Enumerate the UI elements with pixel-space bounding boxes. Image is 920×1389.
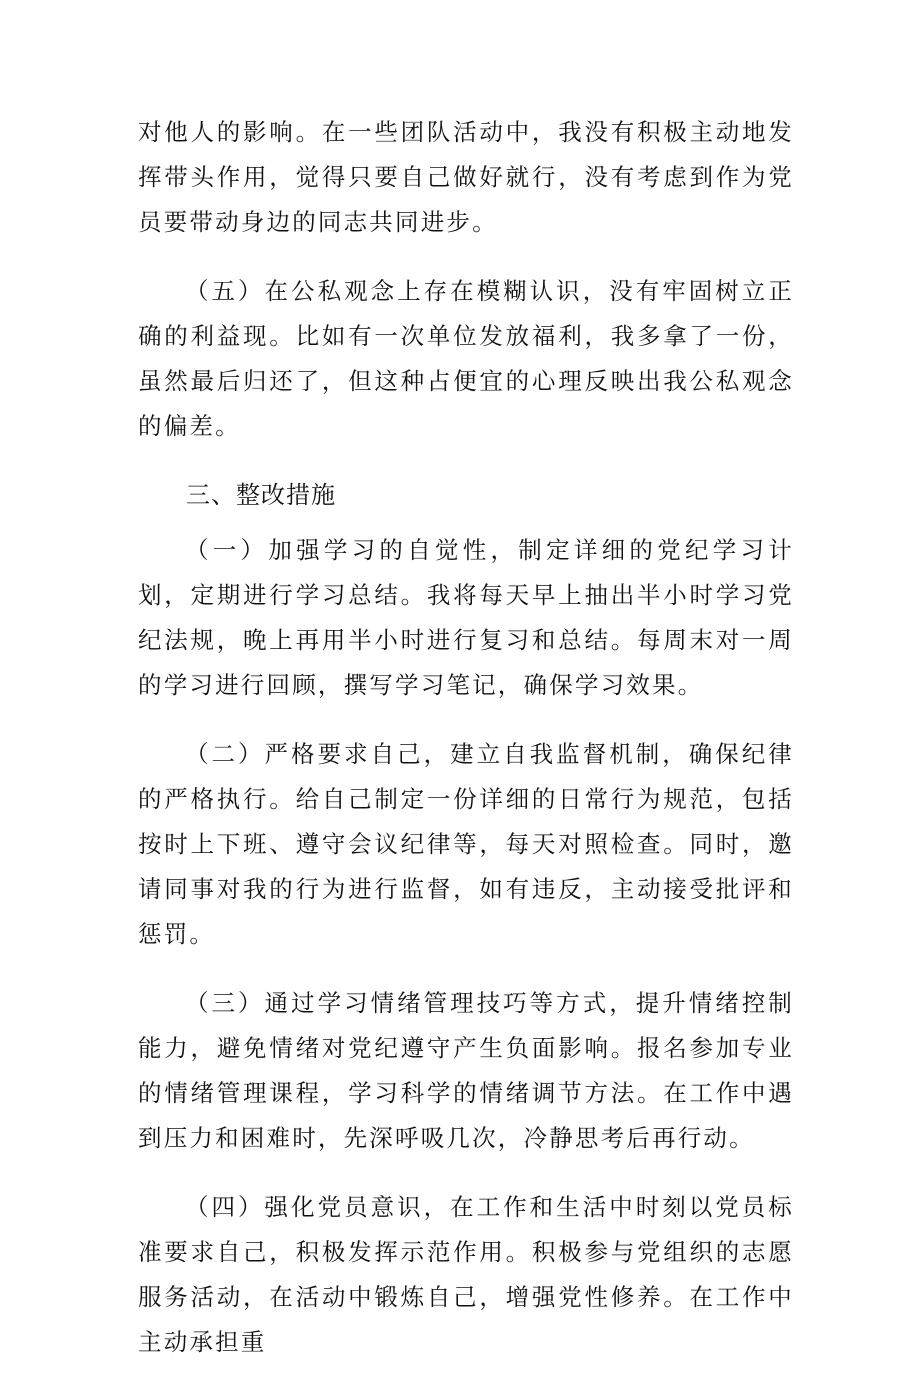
paragraph-measure-1: （一）加强学习的自觉性，制定详细的党纪学习计划，定期进行学习总结。我将每天早上抽出半小时学习党纪法规，晚上再用半小时进行复习和总结。每周末对一周的学习进行回顾，撰写学习笔记，确保学习效果。: [138, 536, 794, 699]
paragraph-measure-2: （二）严格要求自己，建立自我监督机制，确保纪律的严格执行。给自己制定一份详细的日常行为规范，包括按时上下班、遵守会议纪律等，每天对照检查。同时，邀请同事对我的行为进行监督，如有违反，主动接受批评和惩罚。: [138, 740, 794, 948]
paragraph-item-5: （五）在公私观念上存在模糊认识，没有牢固树立正确的利益现。比如有一次单位发放福利，我多拿了一份，虽然最后归还了，但这种占便宜的心理反映出我公私观念的偏差。: [138, 277, 794, 440]
paragraph-continued: 对他人的影响。在一些团队活动中，我没有积极主动地发挥带头作用，觉得只要自己做好就行，没有考虑到作为党员要带动身边的同志共同进步。: [138, 118, 794, 236]
document-body: [138, 110, 794, 1389]
paragraph-measure-4: （四）强化党员意识，在工作和生活中时刻以党员标准要求自己，积极发挥示范作用。积极参与党组织的志愿服务活动，在活动中锻炼自己，增强党性修养。在工作中主动承担重: [138, 1193, 794, 1356]
paragraph-measure-3: （三）通过学习情绪管理技巧等方式，提升情绪控制能力，避免情绪对党纪遵守产生负面影响。报名参加专业的情绪管理课程，学习科学的情绪调节方法。在工作中遇到压力和困难时，先深呼吸几次，冷静思考后再行动。: [138, 989, 794, 1152]
section-heading: 三、整改措施: [186, 481, 336, 509]
